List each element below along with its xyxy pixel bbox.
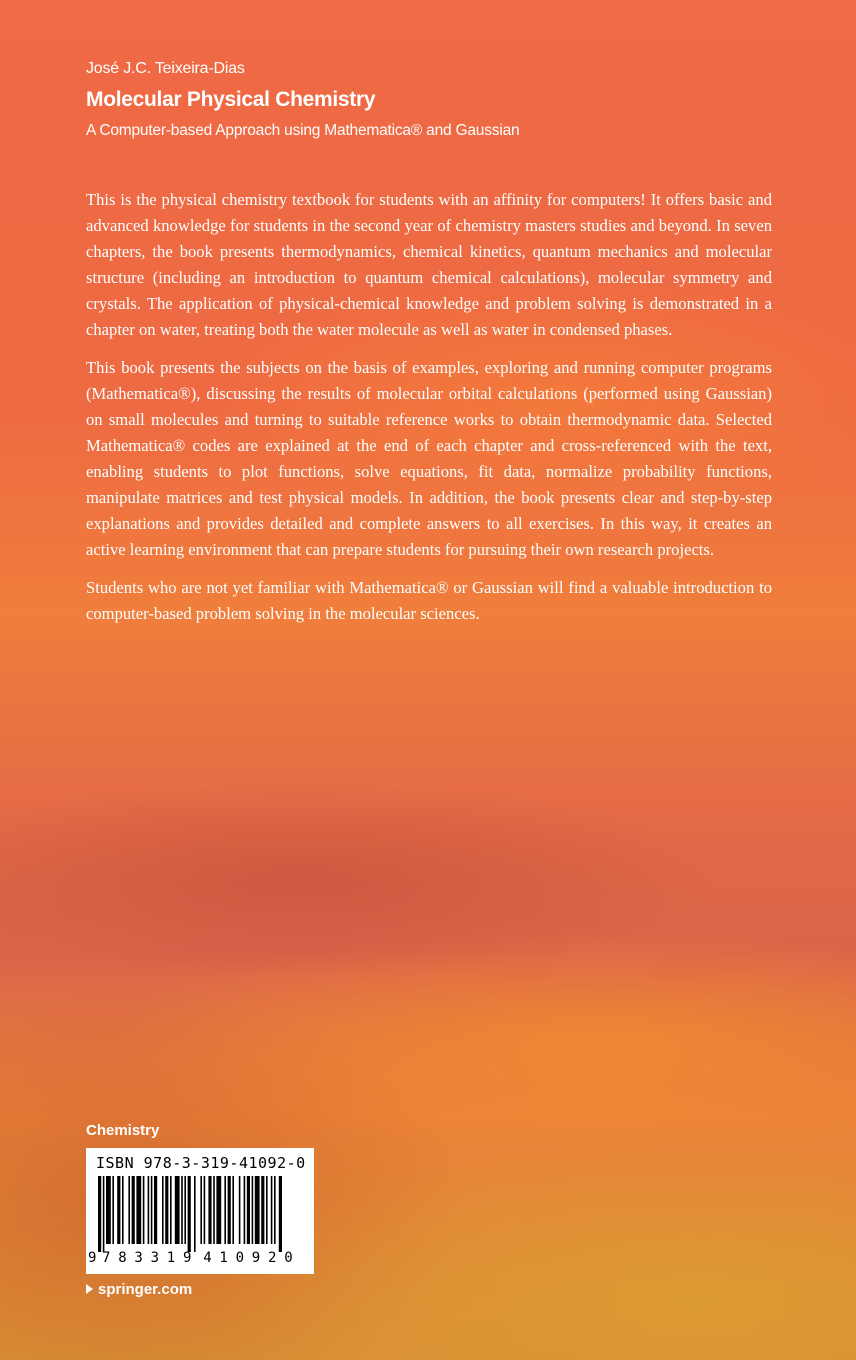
book-title: Molecular Physical Chemistry [86,88,376,111]
barcode-digit: 0 [235,1250,245,1266]
description-paragraph-3: Students who are not yet familiar with Mathematica® or Gaussian will find a valuable introduction to computer-based problem solving in the molecular sciences. [86,578,772,623]
barcode-digit: 2 [268,1250,277,1266]
barcode-bar [224,1176,226,1244]
description-paragraph-1: This is the physical chemistry textbook for students with an affinity for computers! It offers basic and advanced knowledge for students in the second year of chemistry masters studies and beyond. In seven chapters, the book presents thermodynamics, chemical kinetics, quantum mechanics and molecular structure (including an introduction to quantum chemical calculations), molecular symmetry and crystals. The application of physical-chemical knowledge and problem solving is demonstrated in a chapter on water, treating both the water molecule as well as water in condensed phases. [86,190,772,339]
barcode-bar [122,1176,124,1244]
barcode-bar [266,1176,268,1244]
barcode-bar [239,1176,241,1244]
description-paragraph-2: This book presents the subjects on the basis of examples, exploring and running computer programs (Mathematica®), discussing the results of molecular orbital calculations (performed using Gaussian) on small molecules and turning to suitable reference works to obtain thermodynamic data. Selected Mathematica® codes are explained at the end of each chapter and cross-referenced with the text, enabling students to plot functions, solve equations, fit data, normalize probability functions, manipulate matrices and test physical models. In addition, the book presents clear and step-by-step explanations and provides detailed and complete answers to all exercises. In this way, it creates an active learning environment that can prepare students for pursuing their own research projects. [86,358,772,559]
barcode-digit: 8 [118,1250,127,1266]
publisher-link[interactable] [86,1281,192,1298]
barcode-bar [132,1176,135,1244]
barcode-bar [261,1176,264,1244]
arrow-right-icon [86,1284,93,1294]
barcode-bar [271,1176,273,1244]
barcode-bar [208,1176,211,1244]
barcode-digit: 0 [284,1250,293,1266]
barcode-bar [136,1176,141,1244]
barcode-digit: 3 [150,1250,160,1266]
barcode-digit: 9 [251,1250,261,1266]
barcode-bar [148,1176,150,1244]
barcode-bar [162,1176,164,1244]
barcode-digit: 7 [102,1250,111,1266]
publisher-link-text: springer.com [98,1281,193,1298]
barcode-bar [117,1176,120,1244]
barcode-bar [106,1176,111,1244]
barcode-bar [143,1176,145,1244]
barcode-bar [103,1176,105,1252]
barcode-bar [175,1176,180,1244]
barcode-digit: 3 [134,1250,143,1266]
barcode-bar [228,1176,231,1244]
isbn-barcode [86,1148,314,1274]
category-label: Chemistry [86,1122,160,1139]
barcode-bar [194,1176,196,1252]
barcode-bar [204,1176,206,1244]
barcode-bar [128,1176,130,1244]
barcode-bar [154,1176,157,1244]
barcode-icon [88,1176,304,1268]
description [86,187,772,639]
barcode-bar [98,1176,101,1252]
barcode-bar [252,1176,254,1244]
book-subtitle: A Computer-based Approach using Mathematica® and Gaussian [86,122,520,139]
barcode-bar [213,1176,215,1244]
barcode-bar [188,1176,191,1252]
author-name: José J.C. Teixeira-Dias [86,60,245,77]
barcode-bar [165,1176,168,1244]
barcode-bar [274,1176,276,1244]
isbn-number: ISBN 978-3-319-41092-0 [96,1154,306,1172]
barcode-digit: 1 [219,1250,228,1266]
barcode-bar [279,1176,282,1252]
barcode-digit: 9 [183,1250,192,1266]
barcode-bar [170,1176,172,1244]
barcode-bar [255,1176,260,1244]
barcode-bar [181,1176,183,1244]
barcode-bar [247,1176,250,1244]
barcode-bar [184,1176,186,1244]
barcode-bar [216,1176,221,1244]
barcode-digit: 9 [88,1250,97,1266]
barcode-bar [244,1176,246,1244]
barcode-bar [151,1176,153,1244]
barcode-bar [112,1176,114,1244]
barcode-digit: 4 [203,1250,212,1266]
barcode-bar [200,1176,202,1244]
barcode-bar [232,1176,234,1244]
barcode-digit: 1 [166,1250,176,1266]
